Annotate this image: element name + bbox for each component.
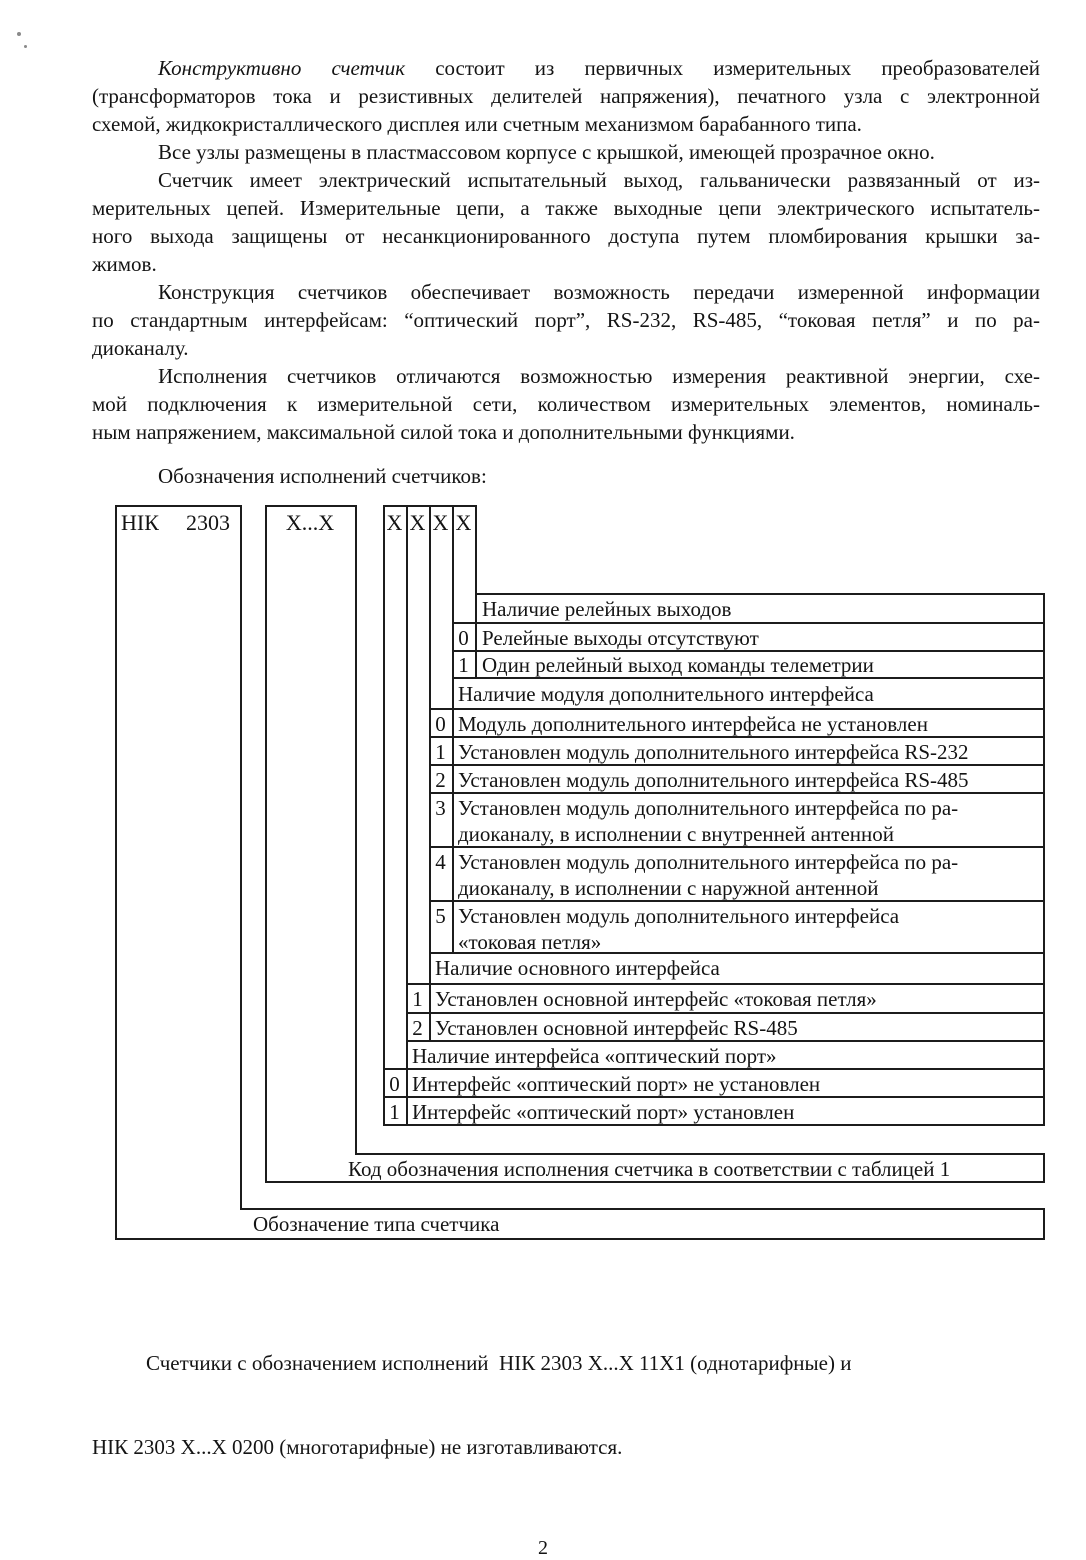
code-digit: 0 xyxy=(389,1072,400,1096)
code-designation-label: Код обозначения исполнения счетчика в соответствии с таблицей 1 xyxy=(348,1157,951,1181)
code-description-cont: диоканалу, в исполнении с внутренней антенной xyxy=(458,822,894,846)
diagram-line-v xyxy=(265,505,267,1183)
paragraph-line: Все узлы размещены в пластмассовом корпусе с крышкой, имеющей прозрачное окно. xyxy=(158,140,935,164)
type-designation-label: Обозначение типа счетчика xyxy=(253,1212,500,1236)
code-digit: 1 xyxy=(458,653,469,677)
code-description: Модуль дополнительного интерфейса не установлен xyxy=(458,712,928,736)
code-description: Установлен модуль дополнительного интерфейса по ра- xyxy=(458,850,959,874)
paragraph-line: диоканалу. xyxy=(92,336,189,360)
diagram-line-v xyxy=(452,505,454,954)
meter-type-name: НІК xyxy=(121,510,159,535)
code-digit: 1 xyxy=(412,987,423,1011)
section-header: Наличие релейных выходов xyxy=(482,597,732,621)
code-digit: 3 xyxy=(435,796,446,820)
paragraph-line: по стандартным интерфейсам: “оптический порт”, RS-232, RS-485, “токовая петля” и по ра- xyxy=(92,308,1040,332)
footer-line: НІК 2303 Х...Х 0200 (многотарифные) не изготавливаются. xyxy=(92,1435,623,1459)
meter-type-number: 2303 xyxy=(186,510,230,535)
paragraph-line: жимов. xyxy=(92,252,157,276)
paragraph-line: Исполнения счетчиков отличаются возможностью измерения реактивной энергии, схе- xyxy=(158,364,1040,388)
diagram-line-h xyxy=(355,1153,1045,1155)
paragraph-line: ным напряжением, максимальной силой тока и дополнительными функциями. xyxy=(92,420,795,444)
code-description: Установлен модуль дополнительного интерфейса RS-485 xyxy=(458,768,969,792)
diagram-line-v xyxy=(475,505,477,679)
paragraph-line: мой подключения к измерительной сети, количеством измерительных элементов, номиналь- xyxy=(92,392,1040,416)
diagram-line-h xyxy=(429,708,1045,710)
diagram-line-h xyxy=(265,505,357,507)
x-cell-1: Х xyxy=(386,510,403,535)
diagram-caption: Обозначения исполнений счетчиков: xyxy=(158,464,487,488)
code-description-cont: диоканалу, в исполнении с наружной антенной xyxy=(458,876,879,900)
diagram-line-v xyxy=(383,505,385,1126)
x-cell-4: Х xyxy=(455,510,472,535)
code-digit: 4 xyxy=(435,850,446,874)
body-text xyxy=(92,54,1040,490)
diagram-line-v xyxy=(240,505,242,1210)
code-description: Один релейный выход команды телеметрии xyxy=(482,653,874,677)
code-digit: 2 xyxy=(435,768,446,792)
diagram-line-v xyxy=(1043,593,1045,1126)
code-digit: 1 xyxy=(435,740,446,764)
code-digit: 1 xyxy=(389,1100,400,1124)
code-description: Интерфейс «оптический порт» установлен xyxy=(412,1100,795,1124)
paragraph-line: Конструктивно счетчик состоит из первичных измерительных преобразователей xyxy=(158,56,1041,80)
x-cell-2: Х xyxy=(409,510,426,535)
code-digit: 0 xyxy=(435,712,446,736)
diagram-line-h xyxy=(115,1238,1045,1240)
paragraph-line: (трансформаторов тока и резистивных делителей напряжения), печатного узла с электронной xyxy=(92,84,1040,108)
diagram-line-v xyxy=(1043,1208,1045,1240)
section-header: Наличие основного интерфейса xyxy=(435,956,720,980)
paragraph-line: Счетчик имеет электрический испытательный выход, гальванически развязанный от из- xyxy=(158,168,1040,192)
code-digit: 0 xyxy=(458,626,469,650)
code-description: Установлен модуль дополнительного интерфейса по ра- xyxy=(458,796,959,820)
code-description: Установлен модуль дополнительного интерфейса xyxy=(458,904,900,928)
meter-type-box xyxy=(117,508,238,538)
paragraph-line: Конструкция счетчиков обеспечивает возможность передачи измеренной информации xyxy=(158,280,1040,304)
code-description: Установлен основной интерфейс RS-485 xyxy=(435,1016,798,1040)
diagram-line-v xyxy=(115,505,117,1240)
version-code-box: Х...Х xyxy=(285,510,335,535)
diagram-line-h xyxy=(406,983,1045,985)
code-digit: 5 xyxy=(435,904,446,928)
footer-note xyxy=(92,1293,1040,1517)
italic-lead: Конструктивно счетчик xyxy=(158,56,406,80)
code-description: Релейные выходы отсутствуют xyxy=(482,626,759,650)
scan-speck xyxy=(17,32,21,36)
paragraph-line: ного выхода защищены от несанкционированного доступа путем пломбирования крышки за- xyxy=(92,224,1040,248)
code-description: Интерфейс «оптический порт» не установлен xyxy=(412,1072,821,1096)
section-header: Наличие модуля дополнительного интерфейса xyxy=(458,682,874,706)
diagram-line-v xyxy=(355,505,357,1155)
x-cell-3: Х xyxy=(432,510,449,535)
code-description: Установлен основной интерфейс «токовая петля» xyxy=(435,987,877,1011)
diagram-line-h xyxy=(240,1208,1045,1210)
diagram-line-h xyxy=(475,593,1045,595)
section-header: Наличие интерфейса «оптический порт» xyxy=(412,1044,777,1068)
diagram-line-v xyxy=(1043,1153,1045,1183)
page-number: 2 xyxy=(538,1537,548,1559)
paragraph-line: мерительных цепей. Измерительные цепи, а также выходные цепи электрического испытатель- xyxy=(92,196,1040,220)
paragraph-line: схемой, жидкокристаллического дисплея или счетным механизмом барабанного типа. xyxy=(92,112,862,136)
footer-line: Счетчики с обозначением исполнений НІК 2303 Х...Х 11Х1 (однотарифные) и xyxy=(146,1351,852,1375)
diagram-line-h xyxy=(115,505,242,507)
code-description: Установлен модуль дополнительного интерфейса RS-232 xyxy=(458,740,969,764)
scan-speck xyxy=(24,45,27,48)
code-digit: 2 xyxy=(412,1016,423,1040)
code-description-cont: «токовая петля» xyxy=(458,930,602,954)
